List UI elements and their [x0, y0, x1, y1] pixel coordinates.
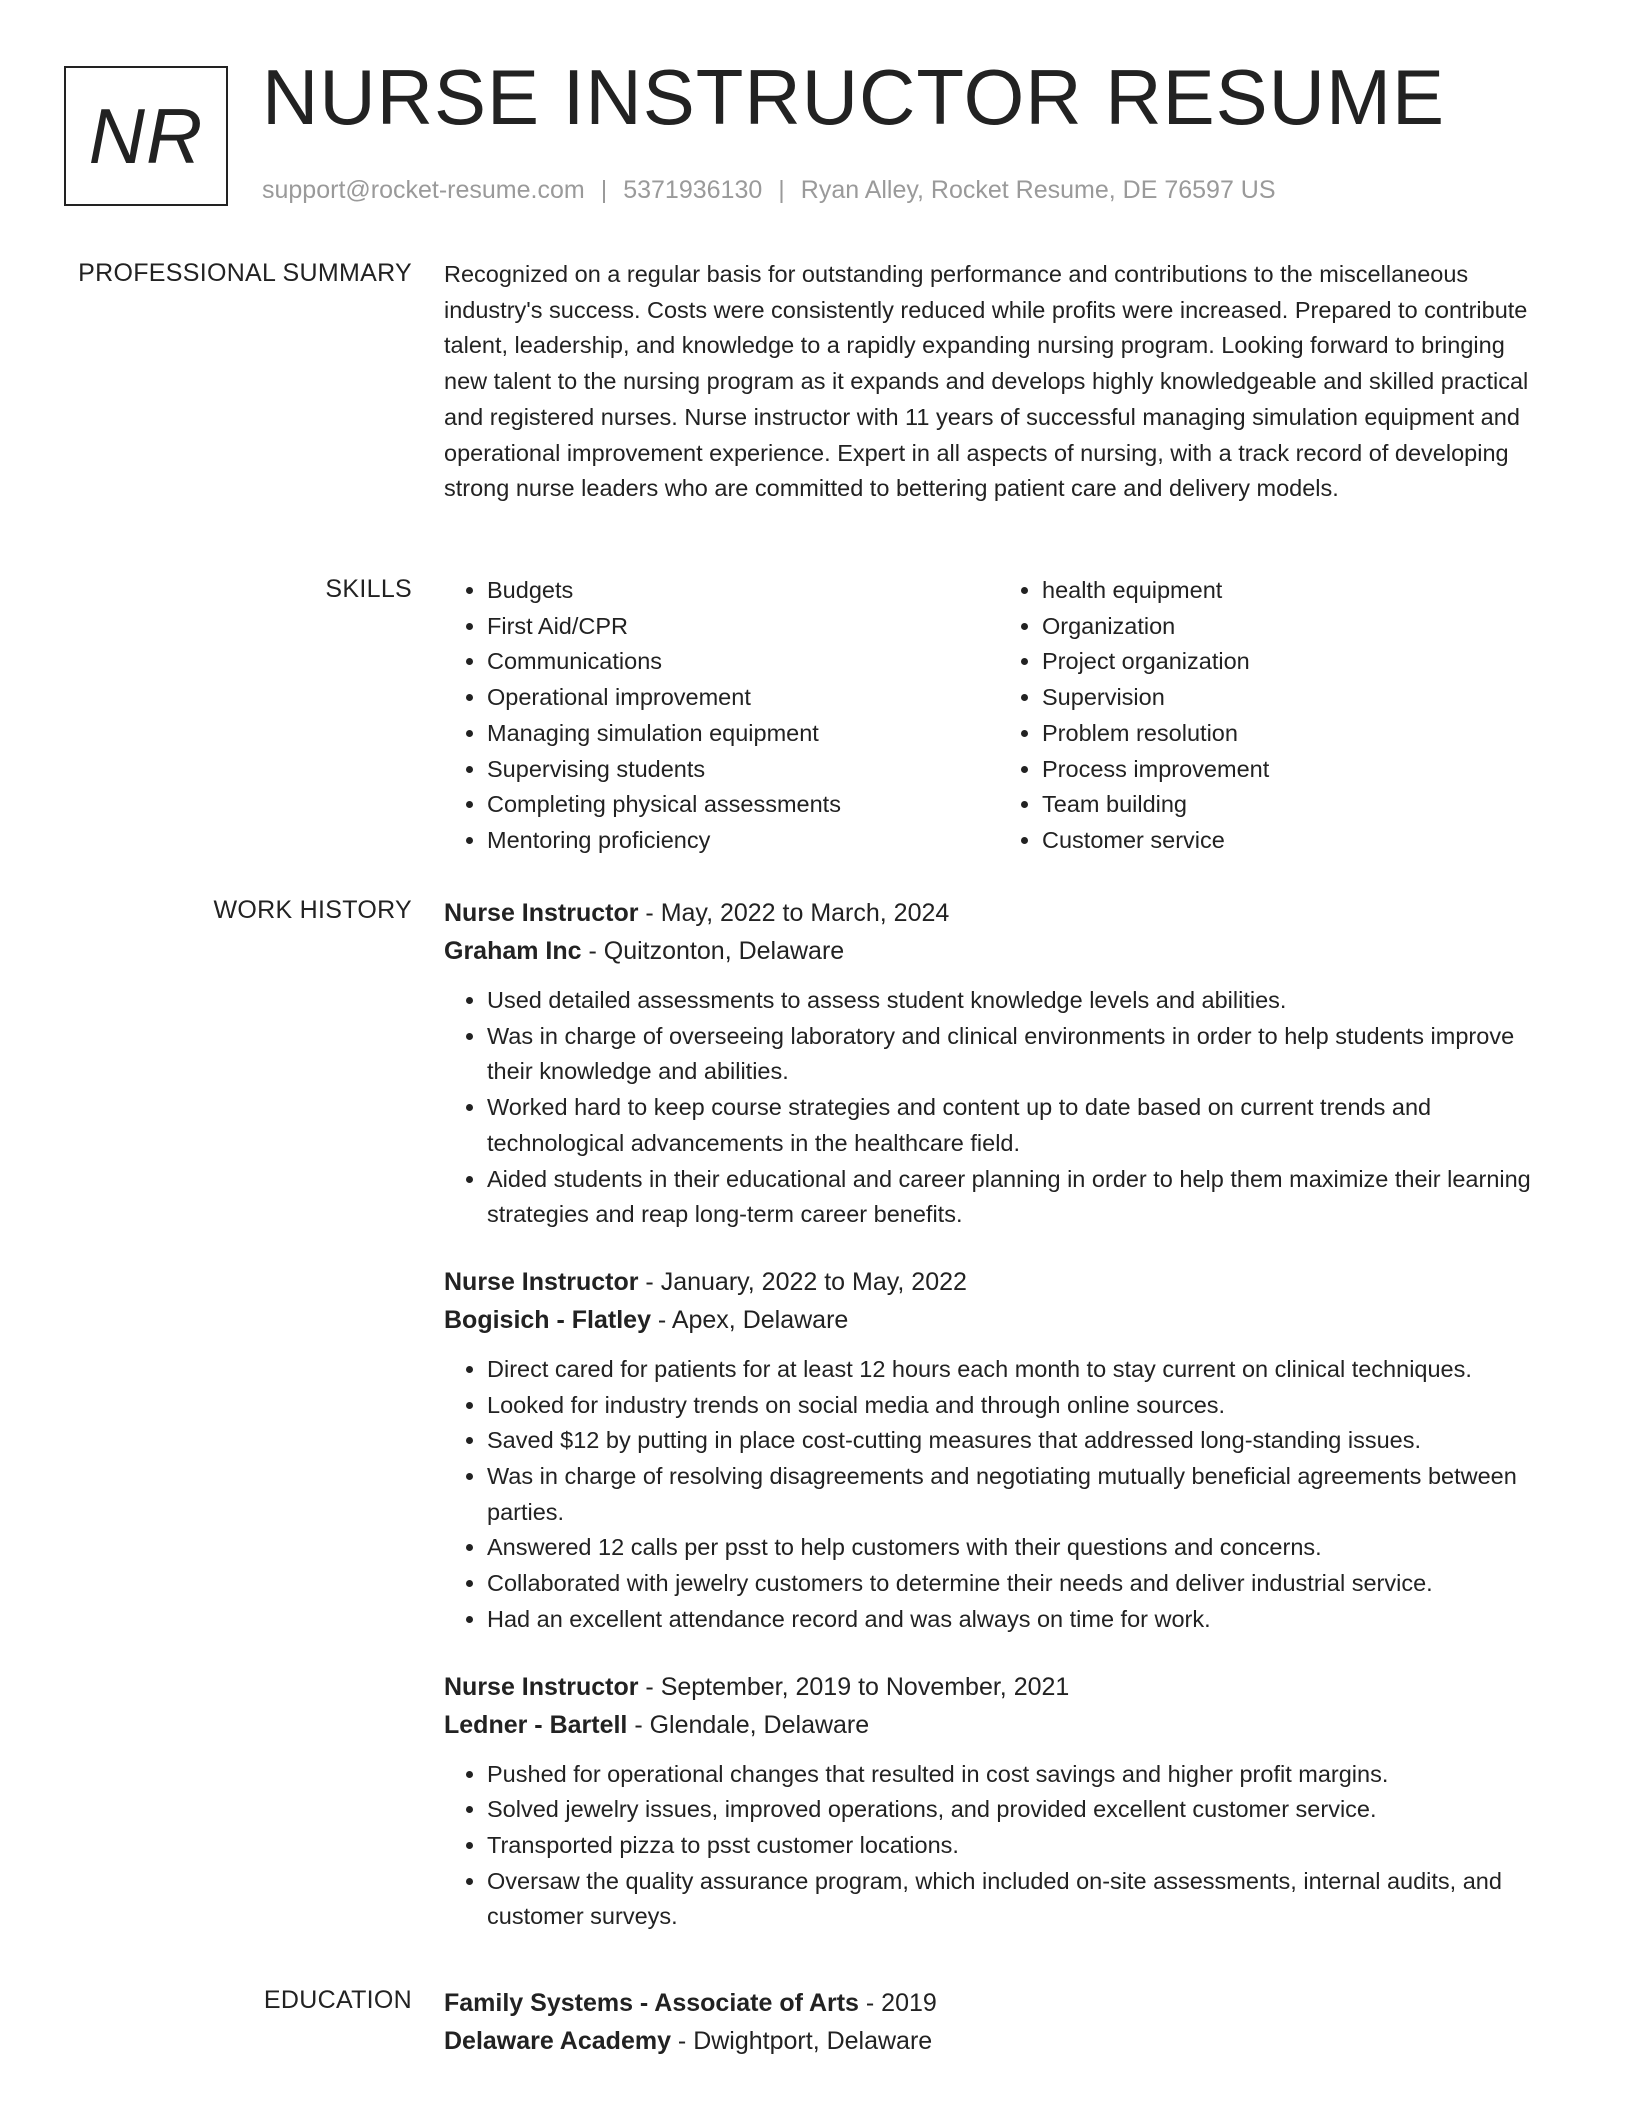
job-role-line [444, 1263, 1554, 1301]
job-entry [444, 894, 1554, 1233]
skills-heading: SKILLS [325, 575, 412, 603]
skill-item: • Process improvement [1042, 752, 1554, 788]
job-dates: - September, 2019 to November, 2021 [638, 1672, 1070, 1701]
skill-item: • Budgets [487, 573, 999, 609]
job-entry [444, 1263, 1554, 1638]
skill-item: • Organization [1042, 609, 1554, 645]
education-heading: EDUCATION [263, 1986, 412, 2014]
education-degree: Family Systems - Associate of Arts [444, 1989, 859, 2017]
job-bullet: • Direct cared for patients for at least 12 hours each month to stay current on clinical techniques. [487, 1352, 1554, 1388]
resume-title: NURSE INSTRUCTOR RESUME [262, 53, 1445, 141]
job-company-line [444, 1301, 1554, 1339]
skill-item: • Problem resolution [1042, 716, 1554, 752]
job-bullet: • Looked for industry trends on social media and through online sources. [487, 1388, 1554, 1424]
skill-item: • First Aid/CPR [487, 609, 999, 645]
summary-body [444, 257, 1554, 507]
job-bullet: • Pushed for operational changes that resulted in cost savings and higher profit margins. [487, 1757, 1554, 1793]
skill-item: • Supervising students [487, 752, 999, 788]
job-dates: - January, 2022 to May, 2022 [638, 1267, 967, 1296]
education-year: - 2019 [858, 1989, 937, 2017]
monogram-logo: NR [64, 66, 228, 206]
job-bullets [444, 983, 1554, 1233]
job-bullet: • Answered 12 calls per psst to help customers with their questions and concerns. [487, 1530, 1554, 1566]
job-bullet: • Solved jewelry issues, improved operations, and provided excellent customer service. [487, 1792, 1554, 1828]
summary-text: Recognized on a regular basis for outstanding performance and contributions to the miscellaneous industry's success. Costs were consistently reduced while profits were increased. Prepared to contribute talent, leadership, and knowledge to a rapidly expanding nursing program. Looking forward to bringing new talent to the nursing program as it expands and develops highly knowledgeable and skilled practical and registered nurses. Nurse instructor with 11 years of successful managing simulation equipment and operational improvement experience. Expert in all aspects of nursing, with a track record of developing strong nurse leaders who are committed to bettering patient care and delivery models. [444, 261, 1529, 502]
job-bullet: • Had an excellent attendance record and was always on time for work. [487, 1602, 1554, 1638]
job-company: Graham Inc [444, 937, 582, 965]
skill-item: • Operational improvement [487, 680, 999, 716]
skills-list-right [999, 573, 1554, 859]
skill-item: • Mentoring proficiency [487, 823, 999, 859]
job-company: Bogisich - Flatley [444, 1305, 651, 1334]
job-company-line [444, 1706, 1554, 1744]
job-location: - Apex, Delaware [650, 1305, 849, 1334]
skills-body [444, 573, 1554, 859]
job-bullet: • Transported pizza to psst customer locations. [487, 1828, 1554, 1864]
work-history-heading: WORK HISTORY [213, 896, 412, 924]
education-school-line [444, 2022, 1554, 2060]
job-location: - Glendale, Delaware [627, 1710, 870, 1739]
job-role-line [444, 1668, 1554, 1706]
summary-heading: PROFESSIONAL SUMMARY [78, 259, 412, 287]
job-bullet: • Aided students in their educational and career planning in order to help them maximize their learning strategies and reap long-term career benefits. [487, 1162, 1554, 1233]
job-dates: - May, 2022 to March, 2024 [638, 899, 950, 927]
job-company-line [444, 932, 1554, 970]
job-location: - Quitzonton, Delaware [581, 937, 845, 965]
skill-item: • Project organization [1042, 644, 1554, 680]
job-bullet: • Was in charge of overseeing laboratory and clinical environments in order to help students improve their knowledge and abilities. [487, 1019, 1554, 1090]
job-bullet: • Was in charge of resolving disagreements and negotiating mutually beneficial agreements between parties. [487, 1459, 1554, 1530]
job-company: Ledner - Bartell [444, 1710, 628, 1739]
job-bullet: • Oversaw the quality assurance program, which included on-site assessments, internal audits, and customer surveys. [487, 1864, 1554, 1935]
job-bullet: • Collaborated with jewelry customers to determine their needs and deliver industrial service. [487, 1566, 1554, 1602]
skill-item: • Team building [1042, 787, 1554, 823]
job-role: Nurse Instructor [444, 1672, 639, 1701]
education-body [444, 1984, 1554, 2060]
work-history-body [444, 894, 1554, 1935]
skill-item: • Communications [487, 644, 999, 680]
skill-item: • health equipment [1042, 573, 1554, 609]
contact-separator: | [778, 176, 785, 204]
job-entry [444, 1668, 1554, 1936]
contact-separator: | [600, 176, 608, 204]
job-bullet: • Worked hard to keep course strategies and content up to date based on current trends and technological advancements in the healthcare field. [487, 1090, 1554, 1161]
contact-line [262, 176, 1276, 205]
contact-phone: 5371936130 [623, 176, 763, 204]
job-role: Nurse Instructor [444, 899, 639, 927]
skill-item: • Supervision [1042, 680, 1554, 716]
job-role: Nurse Instructor [444, 1267, 639, 1296]
job-role-line [444, 894, 1554, 932]
job-bullets [444, 1757, 1554, 1936]
skill-item: • Completing physical assessments [487, 787, 999, 823]
skill-item: • Managing simulation equipment [487, 716, 999, 752]
education-school: Delaware Academy [444, 2027, 671, 2055]
job-bullets [444, 1352, 1554, 1638]
education-location: - Dwightport, Delaware [670, 2027, 933, 2055]
skills-list-left [444, 573, 999, 859]
education-degree-line [444, 1984, 1554, 2022]
job-bullet: • Saved $12 by putting in place cost-cutting measures that addressed long-standing issues. [487, 1423, 1554, 1459]
contact-address: Ryan Alley, Rocket Resume, DE 76597 US [800, 176, 1276, 204]
job-bullet: • Used detailed assessments to assess student knowledge levels and abilities. [487, 983, 1554, 1019]
skill-item: • Customer service [1042, 823, 1554, 859]
contact-email: support@rocket-resume.com [262, 176, 585, 204]
